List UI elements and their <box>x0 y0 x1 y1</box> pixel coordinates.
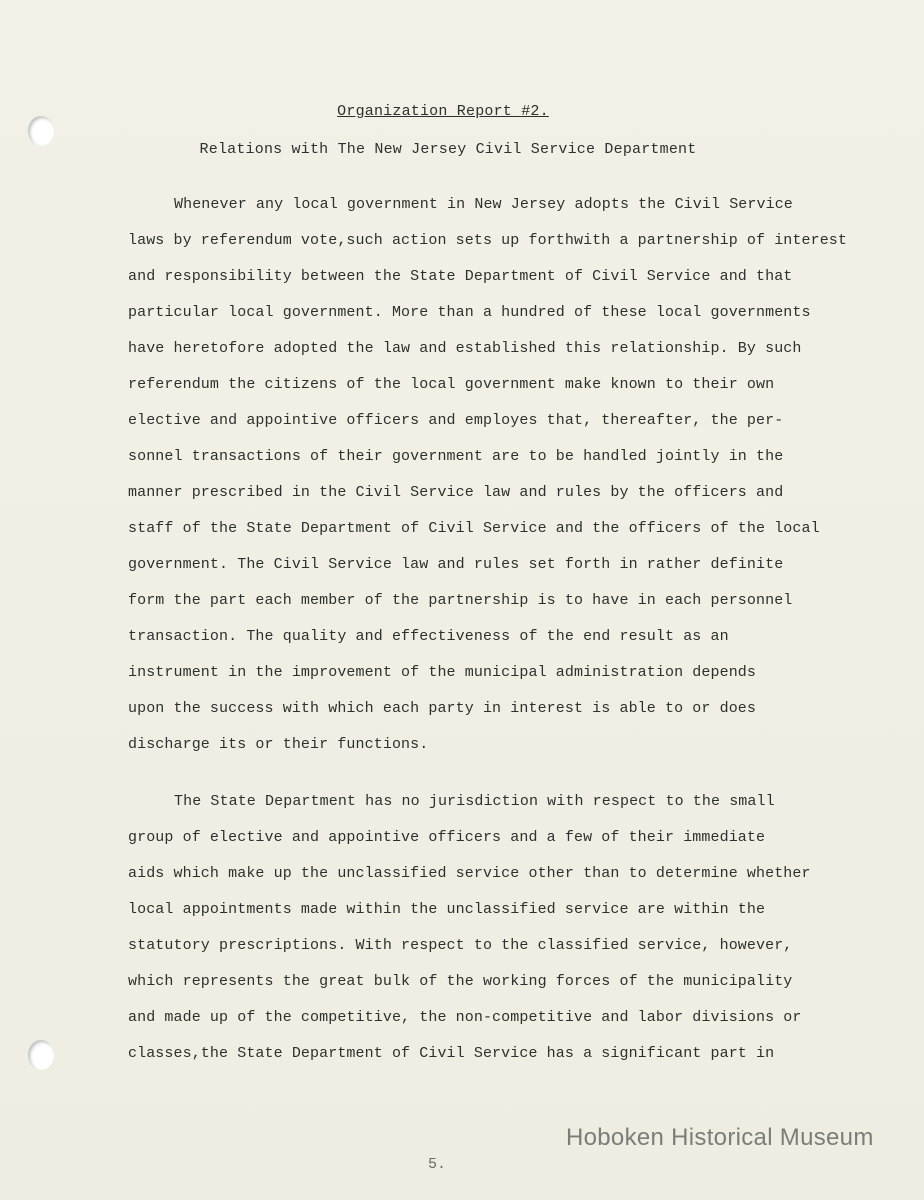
text-line: group of elective and appointive officers and a few of their immediate <box>128 829 766 846</box>
text-line: statutory prescriptions. With respect to the classified service, however, <box>128 937 793 954</box>
text-line: Whenever any local government in New Jersey adopts the Civil Service <box>174 196 793 213</box>
museum-watermark: Hoboken Historical Museum <box>566 1124 874 1151</box>
text-line: which represents the great bulk of the working forces of the municipality <box>128 973 793 990</box>
text-line: upon the success with which each party in interest is able to or does <box>128 700 757 717</box>
report-title: Organization Report #2. <box>337 103 549 120</box>
text-line: referendum the citizens of the local government make known to their own <box>128 376 775 393</box>
text-line: government. The Civil Service law and rules set forth in rather definite <box>128 556 784 573</box>
paragraph-2 <box>128 784 888 1072</box>
paragraph-1 <box>128 187 888 763</box>
page-number: 5. <box>428 1156 447 1173</box>
text-line: The State Department has no jurisdiction with respect to the small <box>174 793 775 810</box>
text-line: manner prescribed in the Civil Service law and rules by the officers and <box>128 484 784 501</box>
text-line: aids which make up the unclassified service other than to determine whether <box>128 865 811 882</box>
text-line: transaction. The quality and effectiveness of the end result as an <box>128 628 729 645</box>
text-line: and responsibility between the State Department of Civil Service and that <box>128 268 793 285</box>
text-line: sonnel transactions of their government are to be handled jointly in the <box>128 448 784 465</box>
text-line: elective and appointive officers and employes that, thereafter, the per- <box>128 412 784 429</box>
text-line: particular local government. More than a hundred of these local governments <box>128 304 811 321</box>
text-line: have heretofore adopted the law and established this relationship. By such <box>128 340 802 357</box>
report-subtitle: Relations with The New Jersey Civil Service Department <box>199 141 697 158</box>
binder-hole-bottom <box>28 1040 54 1070</box>
text-line: classes,the State Department of Civil Service has a significant part in <box>128 1045 775 1062</box>
text-line: discharge its or their functions. <box>128 736 429 753</box>
text-line: laws by referendum vote,such action sets up forthwith a partnership of interest <box>128 232 848 249</box>
text-line: form the part each member of the partnership is to have in each personnel <box>128 592 793 609</box>
text-line: staff of the State Department of Civil Service and the officers of the local <box>128 520 820 537</box>
text-line: instrument in the improvement of the municipal administration depends <box>128 664 757 681</box>
text-line: local appointments made within the unclassified service are within the <box>128 901 766 918</box>
text-line: and made up of the competitive, the non-competitive and labor divisions or <box>128 1009 802 1026</box>
